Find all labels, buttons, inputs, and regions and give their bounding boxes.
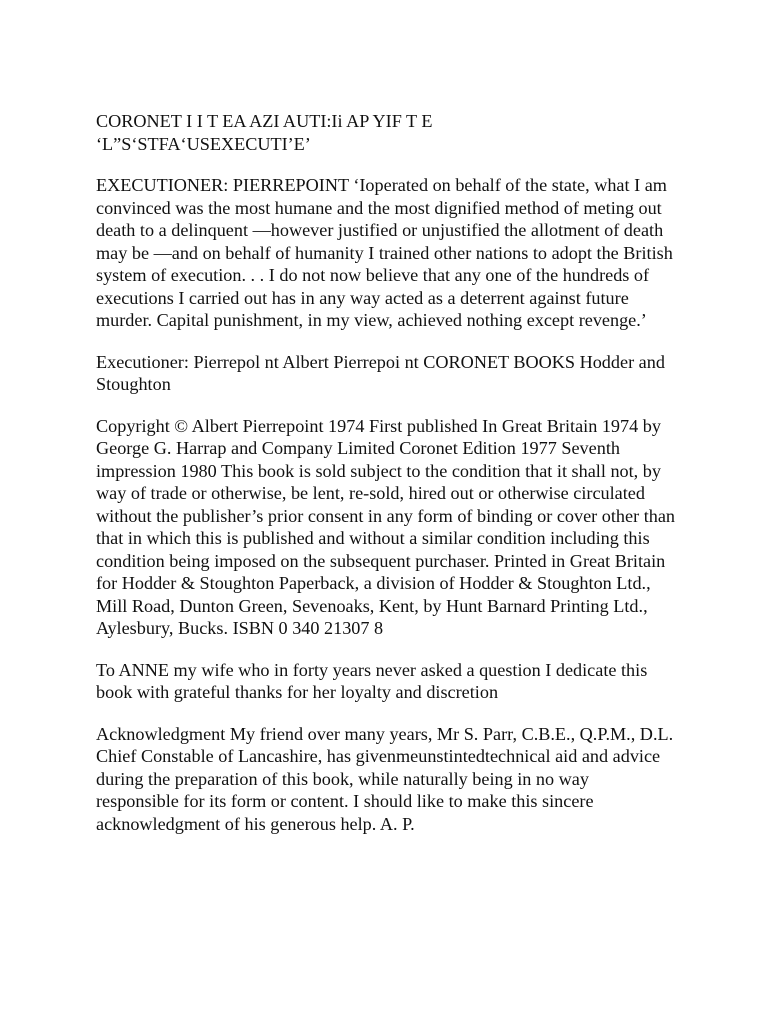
epigraph-paragraph: EXECUTIONER: PIERREPOINT ‘Ioperated on behalf of the state, what I am convinced was the most humane and the most dignified method of meting out death to a delinquent —however justified or unjustified the allotment of death may be —and on behalf of humanity I trained other nations to adopt the British system of execution. . . I do not now believe that any one of the hundreds of executions I carried out has in any way acted as a deterrent against future murder. Capital punishment, in my view, achieved nothing except revenge.’ — [96, 175, 673, 330]
header-line-2: ‘L”S‘STFA‘USEXECUTI’E’ — [96, 133, 311, 154]
dedication-paragraph: To ANNE my wife who in forty years never asked a question I dedicate this book with grateful thanks for her loyalty and discretion — [96, 659, 648, 702]
header-line-1: CORONET I I T EA AZI AUTI:Ii AP YIF T E — [96, 111, 433, 131]
copyright-paragraph: Copyright © Albert Pierrepoint 1974 First published In Great Britain 1974 by George G. Harrap and Company Limited Coronet Edition 1977 Seventh impression 1980 This book is sold subject to the condition that it shall not, by way of trade or otherwise, be lent, re-sold, hired out or otherwise circulated without the publisher’s prior consent in any form of binding or cover other than that in which this is published and without a similar condition including this condition being imposed on the subsequent purchaser. Printed in Great Britain for Hodder & Stoughton Paperback, a division of Hodder & Stoughton Ltd., Mill Road, Dunton Green, Sevenoaks, Kent, by Hunt Barnard Printing Ltd., Aylesbury, Bucks. ISBN 0 340 21307 8 — [96, 415, 676, 638]
acknowledgment-paragraph: Acknowledgment My friend over many years, Mr S. Parr, C.B.E., Q.P.M., D.L. Chief Constable of Lancashire, has givenmeunstintedtechnical aid and advice during the preparation of this book, while naturally being in no way responsible for its form or content. I should like to make this sincere acknowledgment of his generous help. A. P. — [96, 723, 674, 834]
document-page — [96, 110, 676, 854]
title-paragraph: Executioner: Pierrepol nt Albert Pierrepoi nt CORONET BOOKS Hodder and Stoughton — [96, 351, 665, 394]
document-header — [96, 110, 676, 155]
